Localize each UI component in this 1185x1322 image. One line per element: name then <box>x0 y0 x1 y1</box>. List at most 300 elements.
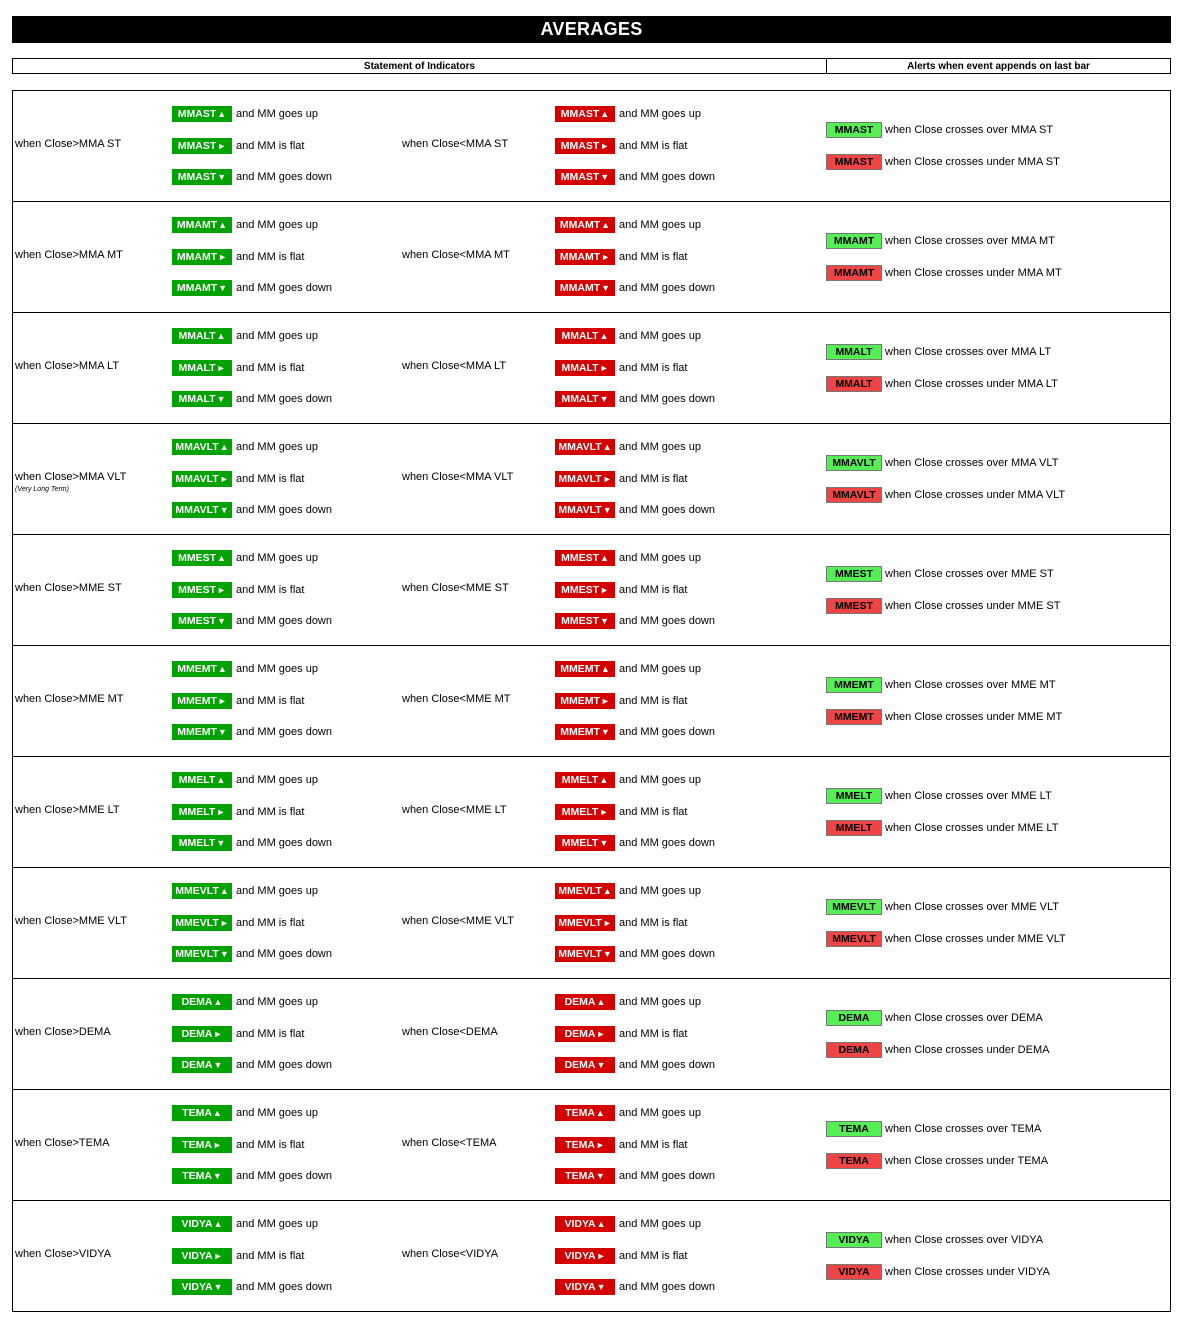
red-indicator-stack <box>555 993 715 1074</box>
alert-red-badge: MMELT <box>826 820 882 836</box>
red-indicator-badge <box>555 106 615 122</box>
badge-code: MMEMT <box>177 663 217 675</box>
badge-code: DEMA <box>564 996 596 1008</box>
indicator-line-up <box>555 660 715 678</box>
badge-code: MMALT <box>178 393 216 405</box>
condition-under: when Close<MMA ST <box>402 138 509 150</box>
red-indicator-stack <box>555 327 715 408</box>
trend-text: and MM goes up <box>619 663 701 675</box>
trend-text: and MM goes down <box>619 1059 715 1071</box>
red-indicator-badge <box>555 582 615 598</box>
alert-text: when Close crosses under MME MT <box>885 711 1063 723</box>
badge-code: MMAST <box>177 108 217 120</box>
alert-red-badge: MMEMT <box>826 709 882 725</box>
red-indicator-badge <box>555 169 615 185</box>
badge-code: MMAVLT <box>175 472 219 485</box>
badge-code: MMEMT <box>560 726 600 738</box>
alert-text: when Close crosses under MME VLT <box>885 933 1066 945</box>
alert-text: when Close crosses under MME ST <box>885 600 1061 612</box>
badge-code: MMEVLT <box>558 885 602 897</box>
green-indicator-badge <box>172 1057 232 1073</box>
arrow-flat-icon: ► <box>602 917 612 928</box>
arrow-flat-icon: ► <box>601 251 611 262</box>
indicator-line-up <box>555 327 715 345</box>
indicator-line-up <box>172 882 332 900</box>
trend-text: and MM goes up <box>619 552 701 564</box>
indicator-line-flat <box>172 137 332 155</box>
trend-text: and MM goes down <box>619 726 715 738</box>
arrow-flat-icon: ► <box>600 584 609 595</box>
condition-over: when Close>MME ST <box>15 582 122 594</box>
condition-over: when Close>MMA VLT <box>15 471 127 483</box>
red-indicator-stack <box>555 660 715 741</box>
alert-red-badge: DEMA <box>826 1042 882 1058</box>
alert-text: when Close crosses over MMA LT <box>885 346 1052 358</box>
arrow-up-icon: ▲ <box>602 886 612 896</box>
green-indicator-badge <box>172 550 232 566</box>
badge-code: TEMA <box>182 1170 212 1182</box>
trend-text: and MM goes down <box>236 1170 332 1182</box>
badge-code: MMEVLT <box>175 885 219 897</box>
trend-text: and MM is flat <box>619 916 688 929</box>
trend-text: and MM goes down <box>619 1170 715 1182</box>
arrow-up-icon: ▲ <box>599 775 609 785</box>
condition-over: when Close>MME MT <box>15 693 124 705</box>
red-indicator-badge <box>555 360 615 376</box>
green-indicator-badge <box>172 360 232 376</box>
condition-over: when Close>MMA LT <box>15 360 120 372</box>
arrow-flat-icon: ► <box>216 362 226 373</box>
badge-code: MMALT <box>178 330 216 342</box>
trend-text: and MM is flat <box>236 694 305 707</box>
indicator-line-down <box>172 168 332 186</box>
trend-text: and MM is flat <box>619 583 688 596</box>
red-indicator-badge <box>555 439 615 455</box>
indicator-row-mmevlt <box>13 868 1170 979</box>
red-indicator-badge <box>555 249 615 265</box>
indicator-row-mmelt <box>13 757 1170 868</box>
trend-text: and MM is flat <box>619 805 688 818</box>
badge-code: MMEMT <box>560 694 600 707</box>
arrow-flat-icon: ► <box>219 917 229 928</box>
badge-code: MMAVLT <box>175 504 219 516</box>
badge-code: MMAMT <box>176 282 218 294</box>
trend-text: and MM goes down <box>619 1281 715 1293</box>
trend-text: and MM goes up <box>236 1107 318 1119</box>
trend-text: and MM is flat <box>236 1027 305 1040</box>
alert-text: when Close crosses over MME MT <box>885 679 1056 691</box>
indicator-line-down <box>555 390 715 408</box>
indicator-line-up <box>555 1104 715 1122</box>
trend-text: and MM is flat <box>236 1249 305 1262</box>
green-indicator-badge <box>172 724 232 740</box>
arrow-down-icon: ▼ <box>219 505 229 515</box>
alert-line <box>826 708 1062 726</box>
alerts-header: Alerts when event appends on last bar <box>826 58 1171 74</box>
badge-code: MMELT <box>561 774 599 786</box>
red-indicator-badge <box>555 883 615 899</box>
red-indicator-badge <box>555 1137 615 1153</box>
indicator-line-up <box>555 771 715 789</box>
trend-text: and MM is flat <box>236 250 305 263</box>
trend-text: and MM goes down <box>236 504 332 516</box>
alerts-block <box>826 898 1066 948</box>
indicator-line-flat <box>172 914 332 932</box>
trend-text: and MM goes up <box>236 330 318 342</box>
indicator-line-up <box>172 1104 332 1122</box>
red-indicator-badge <box>555 471 615 487</box>
alerts-block <box>826 565 1060 615</box>
green-indicator-badge <box>172 391 232 407</box>
arrow-flat-icon: ► <box>213 1028 223 1039</box>
indicator-line-down <box>555 612 715 630</box>
red-indicator-stack <box>555 1104 715 1185</box>
arrow-down-icon: ▼ <box>213 1060 223 1070</box>
alert-text: when Close crosses over MMA MT <box>885 235 1055 247</box>
green-indicator-badge <box>172 138 232 154</box>
alert-text: when Close crosses over MME VLT <box>885 901 1060 913</box>
arrow-flat-icon: ► <box>218 251 228 262</box>
arrow-flat-icon: ► <box>600 140 610 151</box>
arrow-down-icon: ▼ <box>217 172 227 182</box>
indicator-line-flat <box>555 803 715 821</box>
indicator-line-down <box>555 834 715 852</box>
indicator-line-down <box>555 279 715 297</box>
arrow-down-icon: ▼ <box>596 1060 606 1070</box>
indicator-line-up <box>172 216 332 234</box>
badge-code: MMAMT <box>176 219 218 231</box>
arrow-down-icon: ▼ <box>601 283 611 293</box>
alert-line <box>826 1120 1048 1138</box>
red-indicator-badge <box>555 724 615 740</box>
alert-red-badge: MMAST <box>826 154 882 170</box>
arrow-down-icon: ▼ <box>216 394 226 404</box>
red-indicator-badge <box>555 1248 615 1264</box>
indicator-line-flat <box>172 1136 332 1154</box>
badge-code: TEMA <box>182 1107 212 1119</box>
arrow-down-icon: ▼ <box>600 616 609 626</box>
arrow-flat-icon: ► <box>217 140 227 151</box>
alert-red-badge: TEMA <box>826 1153 882 1169</box>
arrow-down-icon: ▼ <box>217 727 227 737</box>
alert-line <box>826 819 1058 837</box>
trend-text: and MM is flat <box>619 250 688 263</box>
green-indicator-badge <box>172 502 232 518</box>
green-indicator-stack <box>172 105 332 186</box>
red-indicator-stack <box>555 771 715 852</box>
arrow-down-icon: ▼ <box>213 1282 223 1292</box>
trend-text: and MM is flat <box>236 916 305 929</box>
trend-text: and MM is flat <box>619 472 688 485</box>
indicator-line-flat <box>172 470 332 488</box>
alert-line <box>826 1152 1048 1170</box>
trend-text: and MM goes up <box>236 108 318 120</box>
alert-red-badge: VIDYA <box>826 1264 882 1280</box>
alert-text: when Close crosses over MME ST <box>885 568 1054 580</box>
badge-code: MMAST <box>177 171 217 183</box>
green-indicator-badge <box>172 1105 232 1121</box>
trend-text: and MM is flat <box>236 1138 305 1151</box>
indicator-line-down <box>172 1278 332 1296</box>
alert-red-badge: MMAVLT <box>826 487 882 503</box>
arrow-up-icon: ▲ <box>213 997 223 1007</box>
alert-text: when Close crosses under MMA LT <box>885 378 1058 390</box>
arrow-down-icon: ▼ <box>599 394 609 404</box>
green-indicator-badge <box>172 613 232 629</box>
indicator-line-flat <box>555 581 715 599</box>
green-indicator-badge <box>172 915 232 931</box>
alerts-block <box>826 454 1065 504</box>
condition-under: when Close<MMA LT <box>402 360 507 372</box>
condition-under: when Close<DEMA <box>402 1026 498 1038</box>
badge-code: MMAST <box>560 171 600 183</box>
green-indicator-badge <box>172 1216 232 1232</box>
indicator-line-flat <box>555 1136 715 1154</box>
arrow-up-icon: ▲ <box>600 109 610 119</box>
green-indicator-stack <box>172 882 332 963</box>
arrow-down-icon: ▼ <box>218 283 228 293</box>
badge-code: MMEST <box>178 552 216 564</box>
indicator-line-up <box>555 438 715 456</box>
green-indicator-badge <box>172 439 232 455</box>
page-title: AVERAGES <box>12 16 1171 43</box>
badge-code: MMEST <box>561 552 599 564</box>
badge-code: MMAMT <box>176 250 218 263</box>
badge-code: MMAVLT <box>558 441 602 453</box>
trend-text: and MM is flat <box>619 361 688 374</box>
badge-code: MMELT <box>561 837 599 849</box>
trend-text: and MM goes down <box>236 948 332 960</box>
indicator-line-down <box>172 1056 332 1074</box>
indicator-line-down <box>172 279 332 297</box>
alert-text: when Close crosses under DEMA <box>885 1044 1050 1056</box>
badge-code: MMEST <box>178 615 216 627</box>
trend-text: and MM goes up <box>619 330 701 342</box>
arrow-up-icon: ▲ <box>217 664 227 674</box>
badge-code: MMEST <box>178 583 216 596</box>
green-indicator-badge <box>172 661 232 677</box>
indicator-line-up <box>172 327 332 345</box>
trend-text: and MM goes up <box>236 219 318 231</box>
trend-text: and MM goes down <box>236 171 332 183</box>
badge-code: DEMA <box>181 996 213 1008</box>
alert-line <box>826 676 1062 694</box>
green-indicator-badge <box>172 946 232 962</box>
alert-text: when Close crosses under MMA MT <box>885 267 1062 279</box>
indicator-line-up <box>172 1215 332 1233</box>
indicators-table <box>12 90 1171 1312</box>
green-indicator-stack <box>172 660 332 741</box>
arrow-up-icon: ▲ <box>217 553 226 563</box>
red-indicator-badge <box>555 550 615 566</box>
red-indicator-badge <box>555 502 615 518</box>
alerts-block <box>826 676 1062 726</box>
badge-code: DEMA <box>181 1059 213 1071</box>
alert-line <box>826 1041 1049 1059</box>
indicator-line-down <box>555 501 715 519</box>
indicator-line-up <box>172 660 332 678</box>
indicator-line-down <box>172 945 332 963</box>
green-indicator-badge <box>172 249 232 265</box>
green-indicator-badge <box>172 994 232 1010</box>
trend-text: and MM is flat <box>236 583 305 596</box>
arrow-up-icon: ▲ <box>600 553 609 563</box>
alerts-block <box>826 1120 1048 1170</box>
condition-under: when Close<MMA MT <box>402 249 510 261</box>
red-indicator-badge <box>555 804 615 820</box>
badge-code: MMELT <box>178 805 216 818</box>
badge-code: VIDYA <box>564 1218 596 1230</box>
indicator-line-flat <box>555 914 715 932</box>
badge-code: MMEST <box>561 583 599 596</box>
badge-code: MMEVLT <box>175 916 219 929</box>
badge-code: MMEMT <box>177 694 217 707</box>
green-indicator-badge <box>172 772 232 788</box>
arrow-up-icon: ▲ <box>216 331 226 341</box>
indicator-row-dema <box>13 979 1170 1090</box>
badge-code: MMAST <box>177 139 217 152</box>
alert-red-badge: MMEVLT <box>826 931 882 947</box>
indicator-line-flat <box>172 1247 332 1265</box>
alert-line <box>826 565 1060 583</box>
indicator-line-down <box>172 501 332 519</box>
indicator-line-down <box>172 1167 332 1185</box>
badge-code: VIDYA <box>181 1249 213 1262</box>
arrow-up-icon: ▲ <box>599 331 609 341</box>
indicator-line-down <box>555 1167 715 1185</box>
arrow-up-icon: ▲ <box>601 220 611 230</box>
indicator-line-up <box>172 549 332 567</box>
badge-code: TEMA <box>182 1138 212 1151</box>
trend-text: and MM goes down <box>619 615 715 627</box>
indicator-line-down <box>172 834 332 852</box>
alert-green-badge: TEMA <box>826 1121 882 1137</box>
green-indicator-stack <box>172 1215 332 1296</box>
green-indicator-badge <box>172 1137 232 1153</box>
indicator-row-vidya <box>13 1201 1170 1312</box>
alert-line <box>826 1009 1049 1027</box>
red-indicator-stack <box>555 216 715 297</box>
arrow-down-icon: ▼ <box>599 838 609 848</box>
alert-text: when Close crosses over TEMA <box>885 1123 1042 1135</box>
arrow-up-icon: ▲ <box>219 886 229 896</box>
trend-text: and MM goes up <box>619 885 701 897</box>
alert-line <box>826 930 1066 948</box>
red-indicator-badge <box>555 772 615 788</box>
trend-text: and MM goes up <box>236 663 318 675</box>
indicator-line-flat <box>555 137 715 155</box>
indicator-line-up <box>172 438 332 456</box>
arrow-flat-icon: ► <box>216 806 226 817</box>
condition-under: when Close<MME VLT <box>402 915 514 927</box>
green-indicator-badge <box>172 328 232 344</box>
arrow-down-icon: ▼ <box>217 616 226 626</box>
badge-code: MMELT <box>561 805 599 818</box>
red-indicator-stack <box>555 105 715 186</box>
green-indicator-stack <box>172 327 332 408</box>
trend-text: and MM goes up <box>236 774 318 786</box>
badge-code: DEMA <box>564 1027 596 1040</box>
trend-text: and MM goes down <box>619 393 715 405</box>
arrow-flat-icon: ► <box>602 473 612 484</box>
trend-text: and MM goes down <box>619 504 715 516</box>
alert-text: when Close crosses under MMA ST <box>885 156 1060 168</box>
alert-green-badge: DEMA <box>826 1010 882 1026</box>
alert-green-badge: MMAVLT <box>826 455 882 471</box>
green-indicator-stack <box>172 1104 332 1185</box>
trend-text: and MM goes down <box>236 726 332 738</box>
red-indicator-badge <box>555 946 615 962</box>
trend-text: and MM goes up <box>619 1107 701 1119</box>
green-indicator-badge <box>172 106 232 122</box>
green-indicator-stack <box>172 216 332 297</box>
arrow-up-icon: ▲ <box>600 664 610 674</box>
red-indicator-badge <box>555 915 615 931</box>
badge-code: MMAST <box>560 139 600 152</box>
trend-text: and MM is flat <box>619 694 688 707</box>
arrow-down-icon: ▼ <box>219 949 229 959</box>
trend-text: and MM is flat <box>619 1138 688 1151</box>
indicator-line-flat <box>172 359 332 377</box>
arrow-up-icon: ▲ <box>218 220 228 230</box>
indicator-line-down <box>172 723 332 741</box>
trend-text: and MM is flat <box>236 139 305 152</box>
alert-green-badge: VIDYA <box>826 1232 882 1248</box>
badge-code: VIDYA <box>564 1281 596 1293</box>
indicator-line-down <box>555 1056 715 1074</box>
red-indicator-badge <box>555 328 615 344</box>
trend-text: and MM is flat <box>236 361 305 374</box>
badge-code: MMEMT <box>560 663 600 675</box>
indicator-row-mmalt <box>13 313 1170 424</box>
alert-line <box>826 597 1060 615</box>
alert-line <box>826 153 1060 171</box>
condition-under: when Close<MMA VLT <box>402 471 514 483</box>
red-indicator-stack <box>555 882 715 963</box>
green-indicator-stack <box>172 438 332 519</box>
red-indicator-badge <box>555 994 615 1010</box>
condition-note: (Very Long Term) <box>15 486 69 493</box>
alert-red-badge: MMAMT <box>826 265 882 281</box>
arrow-up-icon: ▲ <box>219 442 229 452</box>
trend-text: and MM goes up <box>619 219 701 231</box>
alert-green-badge: MMEMT <box>826 677 882 693</box>
green-indicator-badge <box>172 471 232 487</box>
condition-over: when Close>VIDYA <box>15 1248 112 1260</box>
alerts-block <box>826 787 1058 837</box>
trend-text: and MM goes down <box>236 393 332 405</box>
trend-text: and MM goes up <box>236 1218 318 1230</box>
indicator-line-flat <box>555 359 715 377</box>
badge-code: DEMA <box>564 1059 596 1071</box>
indicator-line-down <box>555 945 715 963</box>
arrow-up-icon: ▲ <box>212 1108 222 1118</box>
condition-under: when Close<MME LT <box>402 804 507 816</box>
trend-text: and MM goes up <box>619 774 701 786</box>
trend-text: and MM goes up <box>619 996 701 1008</box>
condition-under: when Close<MME ST <box>402 582 509 594</box>
indicator-line-down <box>555 168 715 186</box>
arrow-down-icon: ▼ <box>600 727 610 737</box>
trend-text: and MM goes up <box>619 108 701 120</box>
trend-text: and MM goes up <box>619 1218 701 1230</box>
indicator-line-down <box>555 723 715 741</box>
indicator-line-up <box>555 882 715 900</box>
badge-code: MMAVLT <box>558 472 602 485</box>
alert-text: when Close crosses over MME LT <box>885 790 1052 802</box>
alert-line <box>826 121 1060 139</box>
alerts-block <box>826 121 1060 171</box>
